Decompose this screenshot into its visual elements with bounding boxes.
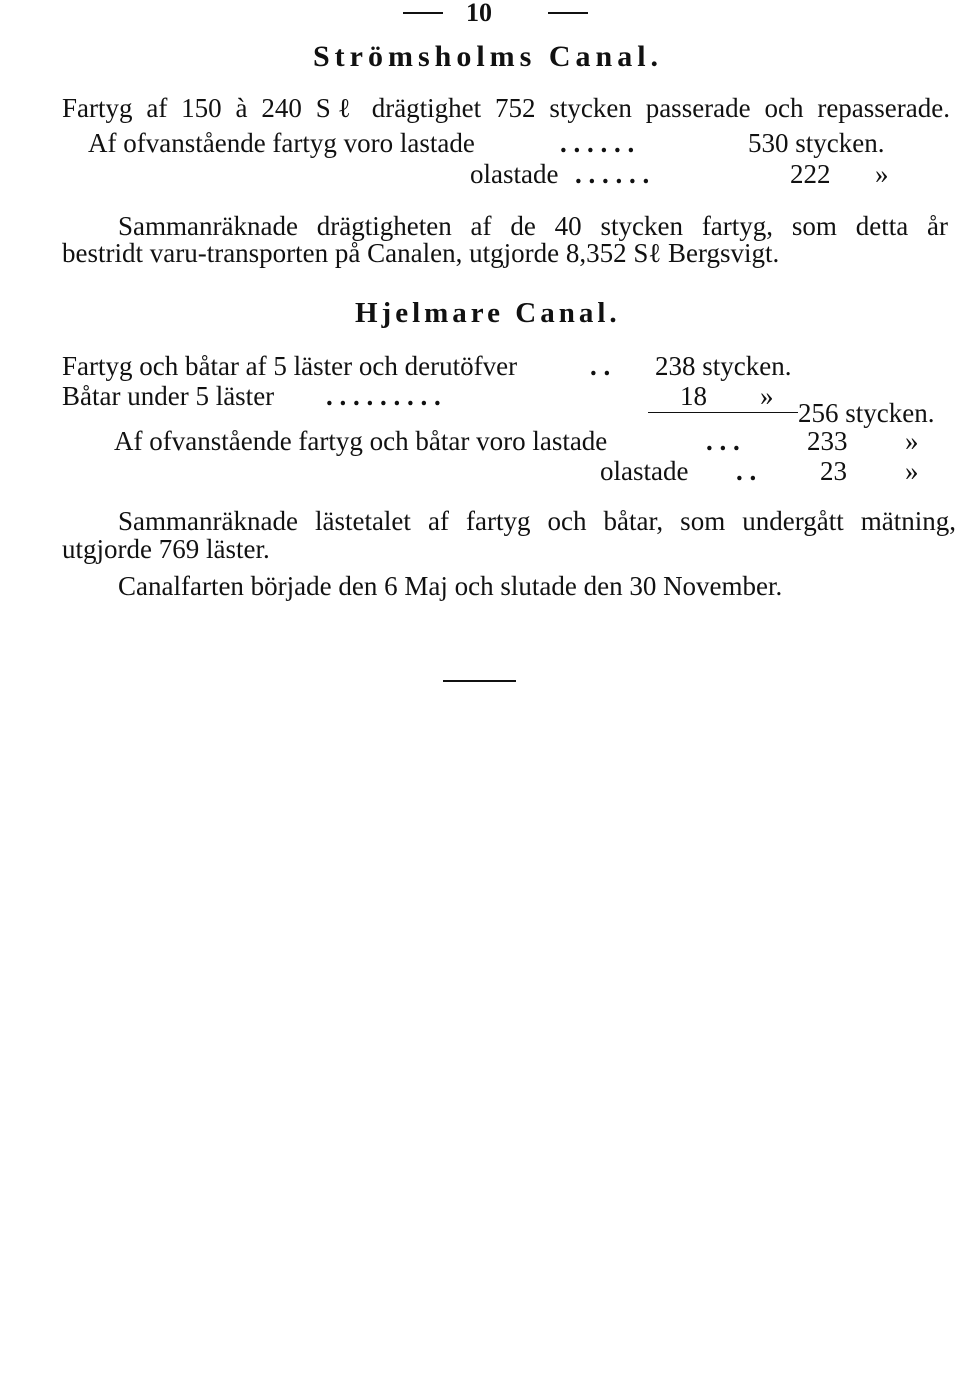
stromsholms-unloaded-ditto: » bbox=[875, 159, 889, 189]
hjelmare-season-line: Canalfarten började den 6 Maj och slutade den 30 November. bbox=[118, 571, 783, 601]
closing-rule bbox=[443, 680, 516, 682]
hjelmare-row1-label: Fartyg och båtar af 5 läster och derutöfver bbox=[62, 351, 518, 381]
hjelmare-row1-value: 238 stycken. bbox=[655, 351, 792, 381]
hjelmare-unloaded-ditto: » bbox=[905, 456, 919, 486]
hjelmare-summary-line1: Sammanräknade lästetalet af fartyg och båtar, som undergått mätning, bbox=[118, 506, 956, 536]
stromsholms-loaded-leader: . . . . . . bbox=[560, 128, 635, 158]
hjelmare-unloaded-leader: . . bbox=[736, 456, 757, 486]
section-title-hjelmare: Hjelmare Canal. bbox=[355, 297, 621, 329]
hjelmare-loaded-value: 233 bbox=[807, 426, 848, 456]
stromsholms-vessels-line: Fartyg af 150 à 240 Sℓ drägtighet 752 stycken passerade och repasserade. bbox=[62, 93, 950, 123]
hjelmare-loaded-leader: . . . bbox=[706, 426, 740, 456]
stromsholms-loaded-value: 530 stycken. bbox=[748, 128, 885, 158]
hjelmare-unloaded-value: 23 bbox=[820, 456, 847, 486]
section-title-stromsholms: Strömsholms Canal. bbox=[313, 40, 664, 73]
stromsholms-unloaded-label: olastade bbox=[470, 159, 559, 189]
hjelmare-row2-value: 18 bbox=[680, 381, 707, 411]
hjelmare-row2-ditto: » bbox=[760, 381, 774, 411]
stromsholms-unloaded-value: 222 bbox=[790, 159, 831, 189]
stromsholms-loaded-label: Af ofvanstående fartyg voro lastade bbox=[88, 128, 475, 158]
hjelmare-loaded-label: Af ofvanstående fartyg och båtar voro lastade bbox=[114, 426, 608, 456]
hjelmare-loaded-ditto: » bbox=[905, 426, 919, 456]
hjelmare-total-value: 256 stycken. bbox=[798, 398, 935, 428]
page-number: 10 bbox=[466, 0, 492, 27]
header-dash-left bbox=[403, 12, 443, 14]
hjelmare-row2-leader: . . . . . . . . . bbox=[326, 381, 441, 411]
header-dash-right bbox=[548, 12, 588, 14]
sum-rule bbox=[648, 412, 798, 413]
hjelmare-row2-label: Båtar under 5 läster bbox=[62, 381, 275, 411]
hjelmare-unloaded-label: olastade bbox=[600, 456, 689, 486]
hjelmare-row1-leader: . . bbox=[590, 351, 611, 381]
stromsholms-unloaded-leader: . . . . . . bbox=[575, 159, 650, 189]
stromsholms-summary-line1: Sammanräknade drägtigheten af de 40 stycken fartyg, som detta år bbox=[118, 211, 948, 241]
stromsholms-summary-line2: bestridt varu-transporten på Canalen, utgjorde 8,352 Sℓ Bergsvigt. bbox=[62, 238, 780, 268]
hjelmare-summary-line2: utgjorde 769 läster. bbox=[62, 534, 270, 564]
